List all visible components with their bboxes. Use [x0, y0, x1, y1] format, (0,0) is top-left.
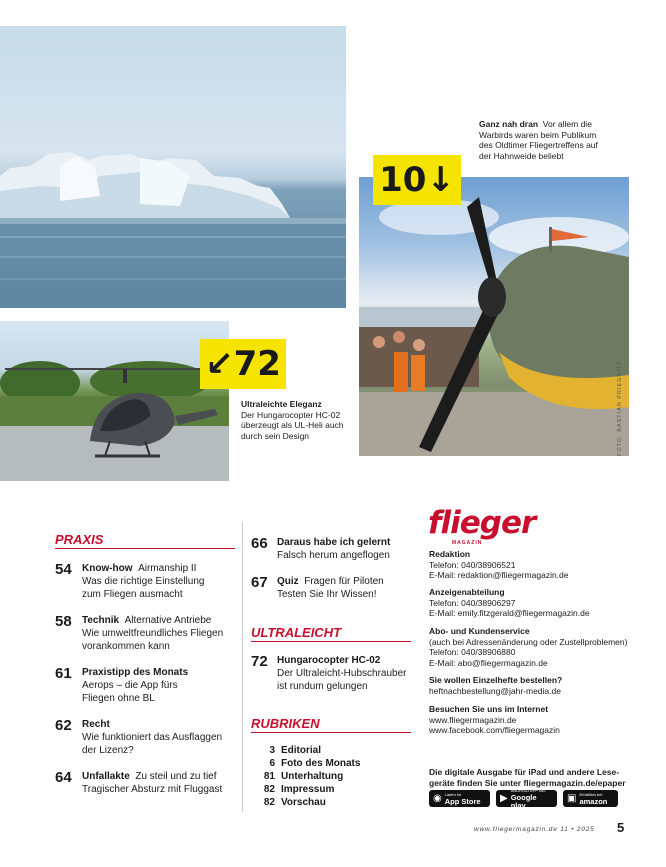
toc-title: Unfallakte [82, 771, 130, 782]
contact-anzeigen [429, 587, 629, 619]
contact-title: Sie wollen Einzelhefte bestellen? [429, 675, 563, 685]
rubrik-label: Impressum [281, 784, 335, 795]
google-play-badge[interactable] [496, 787, 557, 810]
toc-teaser-line: Tragischer Absturz mit Fluggast [82, 784, 223, 795]
rubrik-label: Unterhaltung [281, 771, 344, 782]
rubrik-item[interactable] [251, 757, 361, 770]
contact-email[interactable]: heftnachbestellung@jahr-media.de [429, 685, 561, 696]
toc-teaser-line: Wie umweltfreundliches Fliegen [82, 628, 224, 639]
page-number: 5 [617, 820, 625, 835]
caption-warbirds [479, 119, 609, 161]
toc-subtitle: Alternative Antriebe [124, 615, 212, 626]
google-play-icon: ▶ [500, 793, 508, 804]
rubrik-page-number: 3 [269, 745, 275, 756]
rubrik-item[interactable] [251, 796, 361, 809]
rubrik-page-number: 81 [263, 771, 275, 782]
caption-warbirds-text: Vor allem die Warbirds waren beim Publikum des Oldtimer Fliegertreffens auf der Hahnweide beliebt [479, 119, 598, 161]
rubrik-item[interactable] [251, 744, 361, 757]
helicopter-illustration [0, 321, 229, 481]
rubrik-page-number: 6 [269, 758, 275, 769]
toc-title: Daraus habe ich gelernt [277, 537, 391, 548]
contact-email[interactable]: E-Mail: redaktion@fliegermagazin.de [429, 570, 569, 580]
contact-abo [429, 626, 629, 668]
toc-title: Know-how [82, 563, 133, 574]
toc-teaser-line: der Lizenz? [82, 745, 134, 756]
contact-email[interactable]: E-Mail: emily.fitzgerald@fliegermagazin.de [429, 608, 590, 618]
toc-title: Recht [82, 719, 110, 730]
toc-teaser-line: Falsch herum angeflogen [277, 550, 390, 561]
photo-credit: FOTO: BASTIAN PRIEGNITZ [617, 360, 623, 456]
warbird-illustration [359, 177, 629, 456]
contact-title: Besuchen Sie uns im Internet [429, 704, 549, 714]
flieger-logo: flieger [428, 505, 536, 541]
digital-line: Die digitale Ausgabe für iPad und andere Lese- [429, 767, 620, 777]
toc-title: Quiz [277, 576, 299, 587]
toc-page-number: 72 [251, 653, 268, 670]
rubrik-label: Foto des Monats [281, 758, 361, 769]
rubrik-page-number: 82 [263, 797, 275, 808]
digital-line: geräte finden Sie unter fliegermagazin.de/epaper [429, 777, 626, 788]
rubrik-item[interactable] [251, 783, 361, 796]
section-praxis: PRAXIS [55, 532, 104, 547]
facebook-link[interactable]: www.facebook.com/fliegermagazin [429, 725, 560, 735]
toc-teaser-line: Was die richtige Einstellung [82, 576, 205, 587]
column-divider [242, 522, 243, 812]
iceberg-illustration [0, 26, 346, 308]
digital-edition-note [429, 767, 629, 788]
flieger-logo-sub: MAGAZIN [452, 540, 483, 546]
toc-page-number: 66 [251, 535, 268, 552]
toc-title: Praxistipp des Monats [82, 667, 189, 678]
amazon-small: Erhältlich bei [579, 791, 603, 797]
rubrik-item[interactable] [251, 770, 361, 783]
amazon-badge[interactable] [563, 790, 618, 807]
toc-page-number: 64 [55, 769, 72, 786]
google-play-small: ANDROID APP BEI [510, 787, 546, 793]
section-rubriken-rule [251, 732, 411, 733]
contact-note: (auch bei Adressenänderung oder Zustellproblemen) [429, 636, 628, 647]
toc-teaser-line: Der Ultraleicht-Hubschrauber [277, 668, 407, 679]
toc-subtitle: Airmanship II [138, 563, 197, 574]
rubrik-page-number: 82 [263, 784, 275, 795]
app-store-label: App Store [444, 796, 481, 806]
contact-email[interactable]: E-Mail: abo@fliegermagazin.de [429, 657, 548, 668]
toc-teaser-line: Wie funktioniert das Ausflaggen [82, 732, 223, 743]
toc-teaser-line: zum Fliegen ausmacht [82, 589, 183, 600]
section-ultraleicht-rule [251, 641, 411, 642]
contact-einzelhefte [429, 675, 629, 696]
website-link[interactable]: www.fliegermagazin.de [429, 714, 517, 725]
app-store-badge[interactable] [429, 790, 490, 807]
toc-subtitle: Fragen für Piloten [304, 576, 384, 587]
toc-page-number: 67 [251, 574, 268, 591]
caption-hungarocopter-text: Der Hungarocopter HC-02 überzeugt als UL-Heli auch durch sein Design [241, 409, 344, 441]
toc-page-number: 61 [55, 665, 72, 682]
amazon-label: amazon [579, 796, 608, 806]
google-play-label: Google play [510, 792, 537, 810]
toc-title: Technik [82, 615, 120, 626]
contact-phone: Telefon: 040/38906880 [429, 647, 516, 657]
toc-teaser-line: Fliegen ohne BL [82, 693, 155, 704]
contact-redaktion [429, 549, 629, 581]
section-rubriken: RUBRIKEN [251, 716, 320, 731]
contact-title: Anzeigenabteilung [429, 587, 505, 597]
amazon-icon: ▣ [567, 793, 577, 804]
page-10-badge[interactable]: 10↓ [373, 155, 461, 205]
toc-teaser-line: vorankommen kann [82, 641, 170, 652]
iceberg-photo [0, 26, 346, 308]
contact-internet [429, 704, 629, 736]
apple-icon: ◉ [433, 793, 442, 804]
caption-hungarocopter-title: Ultraleichte Eleganz [241, 399, 322, 409]
contact-phone: Telefon: 040/38906297 [429, 597, 516, 608]
section-ultraleicht: ULTRALEICHT [251, 625, 342, 640]
rubrik-label: Vorschau [281, 797, 326, 808]
toc-subtitle: Zu steil und zu tief [135, 771, 217, 782]
caption-warbirds-title: Ganz nah dran [479, 119, 539, 129]
helicopter-photo [0, 321, 229, 481]
toc-teaser-line: ist rundum gelungen [277, 681, 368, 692]
warbird-photo [359, 177, 629, 456]
footer-url-issue: www.fliegermagazin.de 11 • 2025 [474, 826, 595, 833]
caption-hungarocopter [241, 399, 353, 441]
contact-title: Abo- und Kundenservice [429, 626, 530, 636]
section-praxis-rule [55, 548, 235, 549]
app-store-small: Laden im [444, 791, 462, 797]
toc-page-number: 58 [55, 613, 72, 630]
toc-page-number: 62 [55, 717, 72, 734]
toc-teaser-line: Aerops – die App fürs [82, 680, 178, 691]
contact-title: Redaktion [429, 549, 471, 559]
toc-teaser-line: Testen Sie Ihr Wissen! [277, 589, 377, 600]
toc-page-number: 54 [55, 561, 72, 578]
rubrik-label: Editorial [281, 745, 322, 756]
toc-title: Hungarocopter HC-02 [277, 655, 381, 666]
page-72-badge[interactable]: ↙72 [200, 339, 286, 389]
contact-phone: Telefon: 040/38906521 [429, 559, 516, 570]
